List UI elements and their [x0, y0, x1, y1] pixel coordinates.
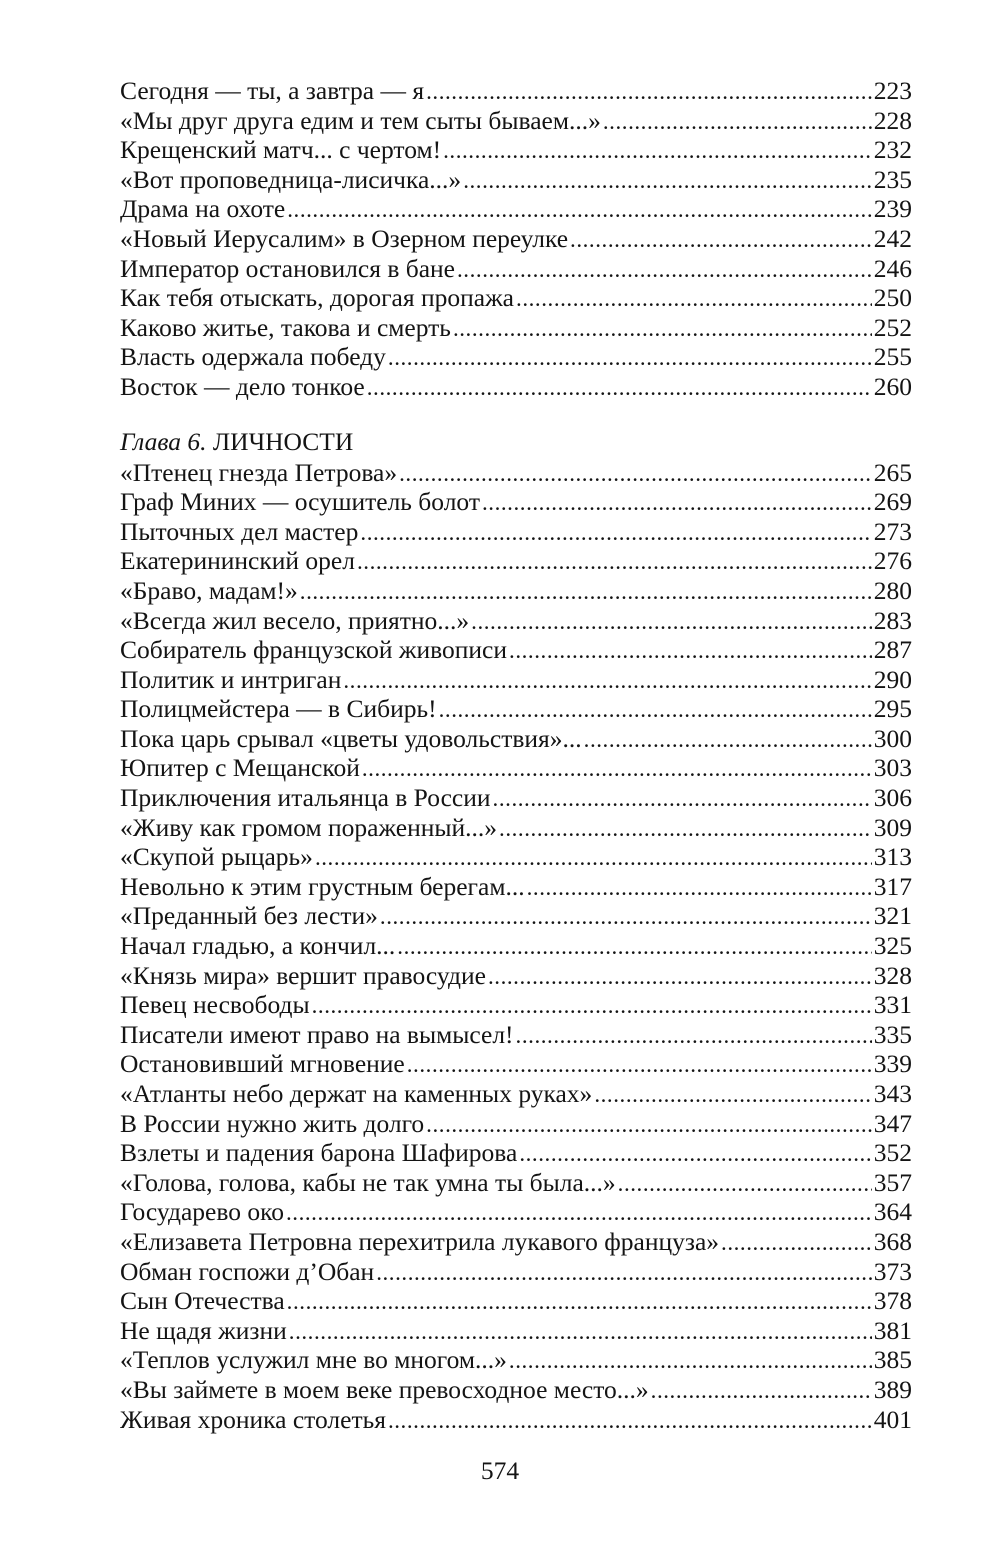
dot-leader: [509, 636, 872, 666]
toc-entry-title: «Новый Иерусалим» в Озерном переулке: [120, 223, 569, 253]
toc-entry: [120, 1316, 912, 1346]
toc-entry: [120, 458, 912, 488]
toc-entry-page: 309: [873, 812, 912, 842]
toc-entry: [120, 1168, 912, 1198]
toc-entry: [120, 901, 912, 931]
toc-entry-title: Писатели имеют право на вымысел!: [120, 1019, 514, 1049]
toc-entry: [120, 517, 912, 547]
dot-leader: [463, 166, 872, 196]
toc-entry-page: 252: [873, 312, 912, 342]
toc-entry-title: Сегодня — ты, а завтра — я: [120, 76, 425, 105]
dot-leader: [343, 666, 871, 696]
toc-entry-title: Юпитер с Мещанской: [120, 753, 360, 783]
toc-entry-page: 313: [873, 842, 912, 872]
toc-entry-page: 373: [873, 1256, 912, 1286]
toc-entry-title: Восток — дело тонкое: [120, 371, 365, 401]
dot-leader: [443, 136, 872, 166]
dot-leader: [289, 1317, 872, 1347]
toc-entry-page: 300: [873, 723, 912, 753]
toc-entry-page: 343: [873, 1079, 912, 1108]
toc-entry: [120, 1375, 912, 1405]
toc-entry-page: 276: [873, 546, 912, 576]
toc-entry: [120, 1227, 912, 1257]
toc-entry-page: 339: [873, 1049, 912, 1079]
toc-entry: [120, 313, 912, 343]
dot-leader: [499, 814, 872, 844]
toc-entry: [120, 783, 912, 813]
toc-entry-page: 385: [873, 1345, 912, 1375]
toc-entry: [120, 1345, 912, 1375]
dot-leader: [367, 373, 872, 403]
toc-entry-title: Живая хроника столетья: [120, 1404, 386, 1434]
toc-entry-page: 287: [873, 635, 912, 665]
toc-entry-page: 401: [873, 1404, 912, 1434]
toc-entry-title: В России нужно жить долго: [120, 1108, 425, 1138]
toc-entry-page: 223: [873, 76, 912, 105]
dot-leader: [388, 343, 872, 373]
toc-entry-title: «Преданный без лести»: [120, 901, 378, 931]
page-number: 574: [480, 1456, 520, 1485]
toc-entry-page: 260: [873, 371, 912, 401]
toc-entry: [120, 872, 912, 902]
toc-entry-page: 352: [873, 1138, 912, 1168]
toc-entry-title: «Атланты небо держат на каменных руках»: [120, 1079, 593, 1108]
dot-leader: [360, 518, 871, 548]
toc-entry-page: 242: [873, 223, 912, 253]
toc-entry: [120, 606, 912, 636]
dot-leader: [312, 991, 872, 1021]
toc-entry: [120, 1049, 912, 1079]
chapter-heading: [120, 426, 912, 458]
toc-entry: [120, 135, 912, 165]
toc-entry-title: «Князь мира» вершит правосудие: [120, 960, 486, 990]
dot-leader: [357, 547, 872, 577]
toc-entry-title: «Елизавета Петровна перехитрила лукавого француза»: [120, 1226, 720, 1256]
toc-entry-title: Пыточных дел мастер: [120, 516, 359, 546]
toc-entry-page: 357: [873, 1167, 912, 1197]
toc-entry-page: 246: [873, 253, 912, 283]
dot-leader: [286, 1198, 872, 1228]
toc-entry: [120, 1286, 912, 1316]
toc-entry: [120, 194, 912, 224]
dot-leader: [570, 225, 872, 255]
toc-entry-page: 228: [873, 105, 912, 135]
dot-leader: [287, 195, 872, 225]
toc-entry-page: 328: [873, 960, 912, 990]
toc-entry-title: «Мы друг друга едим и тем сыты бываем...»: [120, 105, 601, 135]
toc-entry-page: 265: [873, 457, 912, 487]
toc-entry: [120, 635, 912, 665]
dot-leader: [471, 607, 872, 637]
dot-leader: [399, 459, 872, 489]
toc-entry-title: Как тебя отыскать, дорогая пропажа: [120, 283, 515, 313]
dot-leader: [721, 1228, 872, 1258]
dot-leader: [287, 1287, 872, 1317]
toc-entry-title: Граф Миних — осушитель болот: [120, 487, 480, 517]
toc-entry-page: 331: [873, 990, 912, 1020]
toc-entry-page: 325: [873, 931, 912, 961]
toc-entry-title: Не щадя жизни: [120, 1315, 287, 1345]
toc-entry-title: Начал гладью, а кончил...: [120, 931, 396, 961]
toc-entry-page: 273: [873, 516, 912, 546]
toc-entry-page: 317: [873, 871, 912, 901]
dot-leader: [519, 1139, 871, 1169]
toc-entry-page: 280: [873, 575, 912, 605]
toc-entry: [120, 342, 912, 372]
toc-entry-title: Певец несвободы: [120, 990, 310, 1020]
toc-entry-title: «Всегда жил весело, приятно...»: [120, 605, 470, 635]
toc-entry: [120, 487, 912, 517]
toc-entry: [120, 106, 912, 136]
toc-entry: [120, 1257, 912, 1287]
dot-leader: [380, 902, 872, 932]
toc-entry-page: 321: [873, 901, 912, 931]
toc-entry-page: 347: [873, 1108, 912, 1138]
toc-entry-title: Приключения итальянца в России: [120, 783, 491, 813]
toc-entry-title: Власть одержала победу: [120, 342, 386, 372]
toc-entry-title: «Вы займете в моем веке превосходное место...»: [120, 1374, 649, 1404]
toc-entry: [120, 842, 912, 872]
dot-leader: [439, 695, 872, 725]
toc-entry-title: Сын Отечества: [120, 1286, 285, 1316]
toc-entry: [120, 165, 912, 195]
toc-entry-page: 269: [873, 487, 912, 517]
toc-entry-page: 239: [873, 194, 912, 224]
dot-leader: [388, 1406, 872, 1436]
toc-entry: [120, 694, 912, 724]
toc-entry: [120, 753, 912, 783]
dot-leader: [315, 843, 872, 873]
dot-leader: [362, 754, 872, 784]
toc-entry-title: «Голова, голова, кабы не так умна ты была...»: [120, 1167, 616, 1197]
toc-entry-title: Собиратель французской живописи: [120, 635, 508, 665]
dot-leader: [426, 77, 872, 107]
toc-entry-page: 335: [873, 1019, 912, 1049]
toc-entry-page: 255: [873, 342, 912, 372]
toc-entry-page: 381: [873, 1315, 912, 1345]
toc-entry-page: 290: [873, 664, 912, 694]
toc-entry: [120, 283, 912, 313]
toc-entry-page: 389: [873, 1374, 912, 1404]
toc-entry-page: 368: [873, 1226, 912, 1256]
toc-entry-title: Остановивший мгновение: [120, 1049, 405, 1079]
toc-entry-title: Драма на охоте: [120, 194, 286, 224]
toc-section: [120, 426, 912, 1435]
dot-leader: [527, 873, 872, 903]
dot-leader: [584, 725, 872, 755]
toc-entry-title: «Птенец гнезда Петрова»: [120, 457, 398, 487]
toc-entry-page: 283: [873, 605, 912, 635]
toc-entry-page: 295: [873, 694, 912, 724]
dot-leader: [488, 962, 872, 992]
chapter-number: Глава 6.: [120, 426, 207, 456]
toc-entry: [120, 576, 912, 606]
toc-section: [120, 76, 912, 402]
toc-entry-title: Полицмейстера — в Сибирь!: [120, 694, 437, 724]
toc-entry-title: Император остановился в бане: [120, 253, 455, 283]
dot-leader: [300, 577, 872, 607]
dot-leader: [407, 1050, 872, 1080]
dot-leader: [482, 488, 872, 518]
toc-entry: [120, 665, 912, 695]
toc-entry-title: Екатерининский орел: [120, 546, 355, 576]
dot-leader: [453, 314, 872, 344]
dot-leader: [426, 1110, 872, 1140]
toc-entry: [120, 724, 912, 754]
toc-entry-title: «Браво, мадам!»: [120, 575, 298, 605]
toc-entry-title: «Теплов услужил мне во многом...»: [120, 1345, 507, 1375]
dot-leader: [603, 107, 872, 137]
toc-entry-title: Политик и интриган: [120, 664, 342, 694]
toc-entry: [120, 990, 912, 1020]
dot-leader: [516, 284, 872, 314]
toc-entry: [120, 961, 912, 991]
toc-entry-title: Невольно к этим грустным берегам...: [120, 871, 525, 901]
toc-entry-page: 303: [873, 753, 912, 783]
toc-entry: [120, 1138, 912, 1168]
toc-entry-title: Пока царь срывал «цветы удовольствия»...: [120, 723, 582, 753]
dot-leader: [397, 932, 871, 962]
toc-entry: [120, 546, 912, 576]
dot-leader: [509, 1346, 872, 1376]
toc-entry: [120, 224, 912, 254]
dot-leader: [618, 1169, 872, 1199]
toc-entry-page: 306: [873, 783, 912, 813]
toc-entry-title: Крещенский матч... с чертом!: [120, 135, 442, 165]
dot-leader: [493, 784, 872, 814]
toc-entry: [120, 1197, 912, 1227]
toc-entry-page: 364: [873, 1197, 912, 1227]
toc-entry: [120, 76, 912, 106]
dot-leader: [376, 1258, 872, 1288]
toc-entry-title: «Вот проповедница-лисичка...»: [120, 164, 462, 194]
dot-leader: [594, 1080, 871, 1110]
toc-entry: [120, 254, 912, 284]
toc-entry: [120, 813, 912, 843]
toc-entry-page: 235: [873, 164, 912, 194]
toc-entry-page: 378: [873, 1286, 912, 1316]
toc-entry: [120, 1079, 912, 1109]
toc-entry-title: Взлеты и падения барона Шафирова: [120, 1138, 518, 1168]
dot-leader: [651, 1376, 872, 1406]
table-of-contents: [120, 76, 912, 1434]
toc-entry: [120, 372, 912, 402]
toc-entry-title: Государево око: [120, 1197, 284, 1227]
toc-entry-page: 250: [873, 283, 912, 313]
toc-entry: [120, 1020, 912, 1050]
toc-entry-title: «Живу как громом пораженный...»: [120, 812, 498, 842]
toc-entry-page: 232: [873, 135, 912, 165]
dot-leader: [516, 1021, 872, 1051]
toc-entry-title: Каково житье, такова и смерть: [120, 312, 451, 342]
chapter-title: ЛИЧНОСТИ: [212, 426, 354, 456]
toc-entry-title: «Скупой рыцарь»: [120, 842, 313, 872]
dot-leader: [457, 255, 872, 285]
toc-entry: [120, 1405, 912, 1435]
toc-entry-title: Обман госпожи д’Обан: [120, 1256, 375, 1286]
toc-entry: [120, 931, 912, 961]
toc-entry: [120, 1109, 912, 1139]
